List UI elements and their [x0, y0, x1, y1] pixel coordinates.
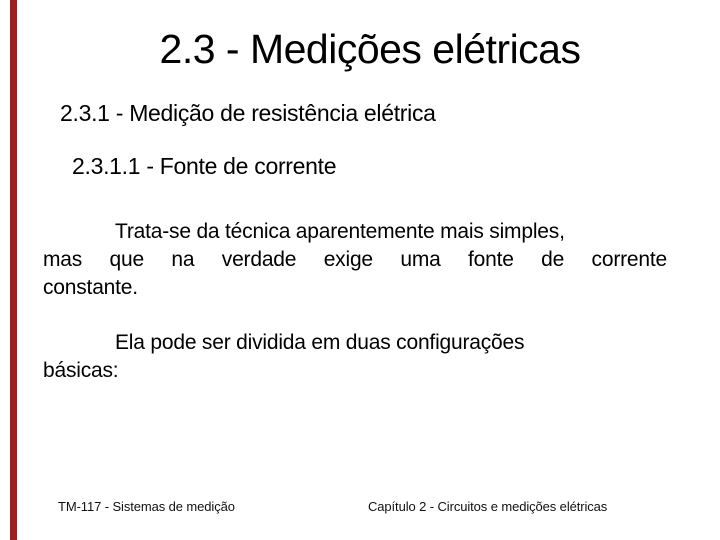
paragraph-current-source: [43, 218, 667, 302]
paragraph-line: constante.: [43, 276, 138, 299]
paragraph-line: Ela pode ser dividida em duas configurações: [115, 331, 525, 354]
paragraph-line: básicas:: [43, 359, 119, 382]
paragraph-line: Trata-se da técnica aparentemente mais simples,: [115, 220, 565, 243]
paragraph-line: mas que na verdade exige uma fonte de corrente: [43, 248, 667, 271]
section-heading: 2.3.1 - Medição de resistência elétrica: [60, 100, 436, 126]
subsection-heading: 2.3.1.1 - Fonte de corrente: [72, 153, 337, 179]
left-accent-bar: [10, 0, 17, 540]
footer-course-label: TM-117 - Sistemas de medição: [58, 499, 235, 514]
paragraph-configurations: [43, 329, 667, 385]
footer-chapter-label: Capítulo 2 - Circuitos e medições elétricas: [368, 499, 608, 514]
slide-title: 2.3 - Medições elétricas: [159, 26, 581, 72]
